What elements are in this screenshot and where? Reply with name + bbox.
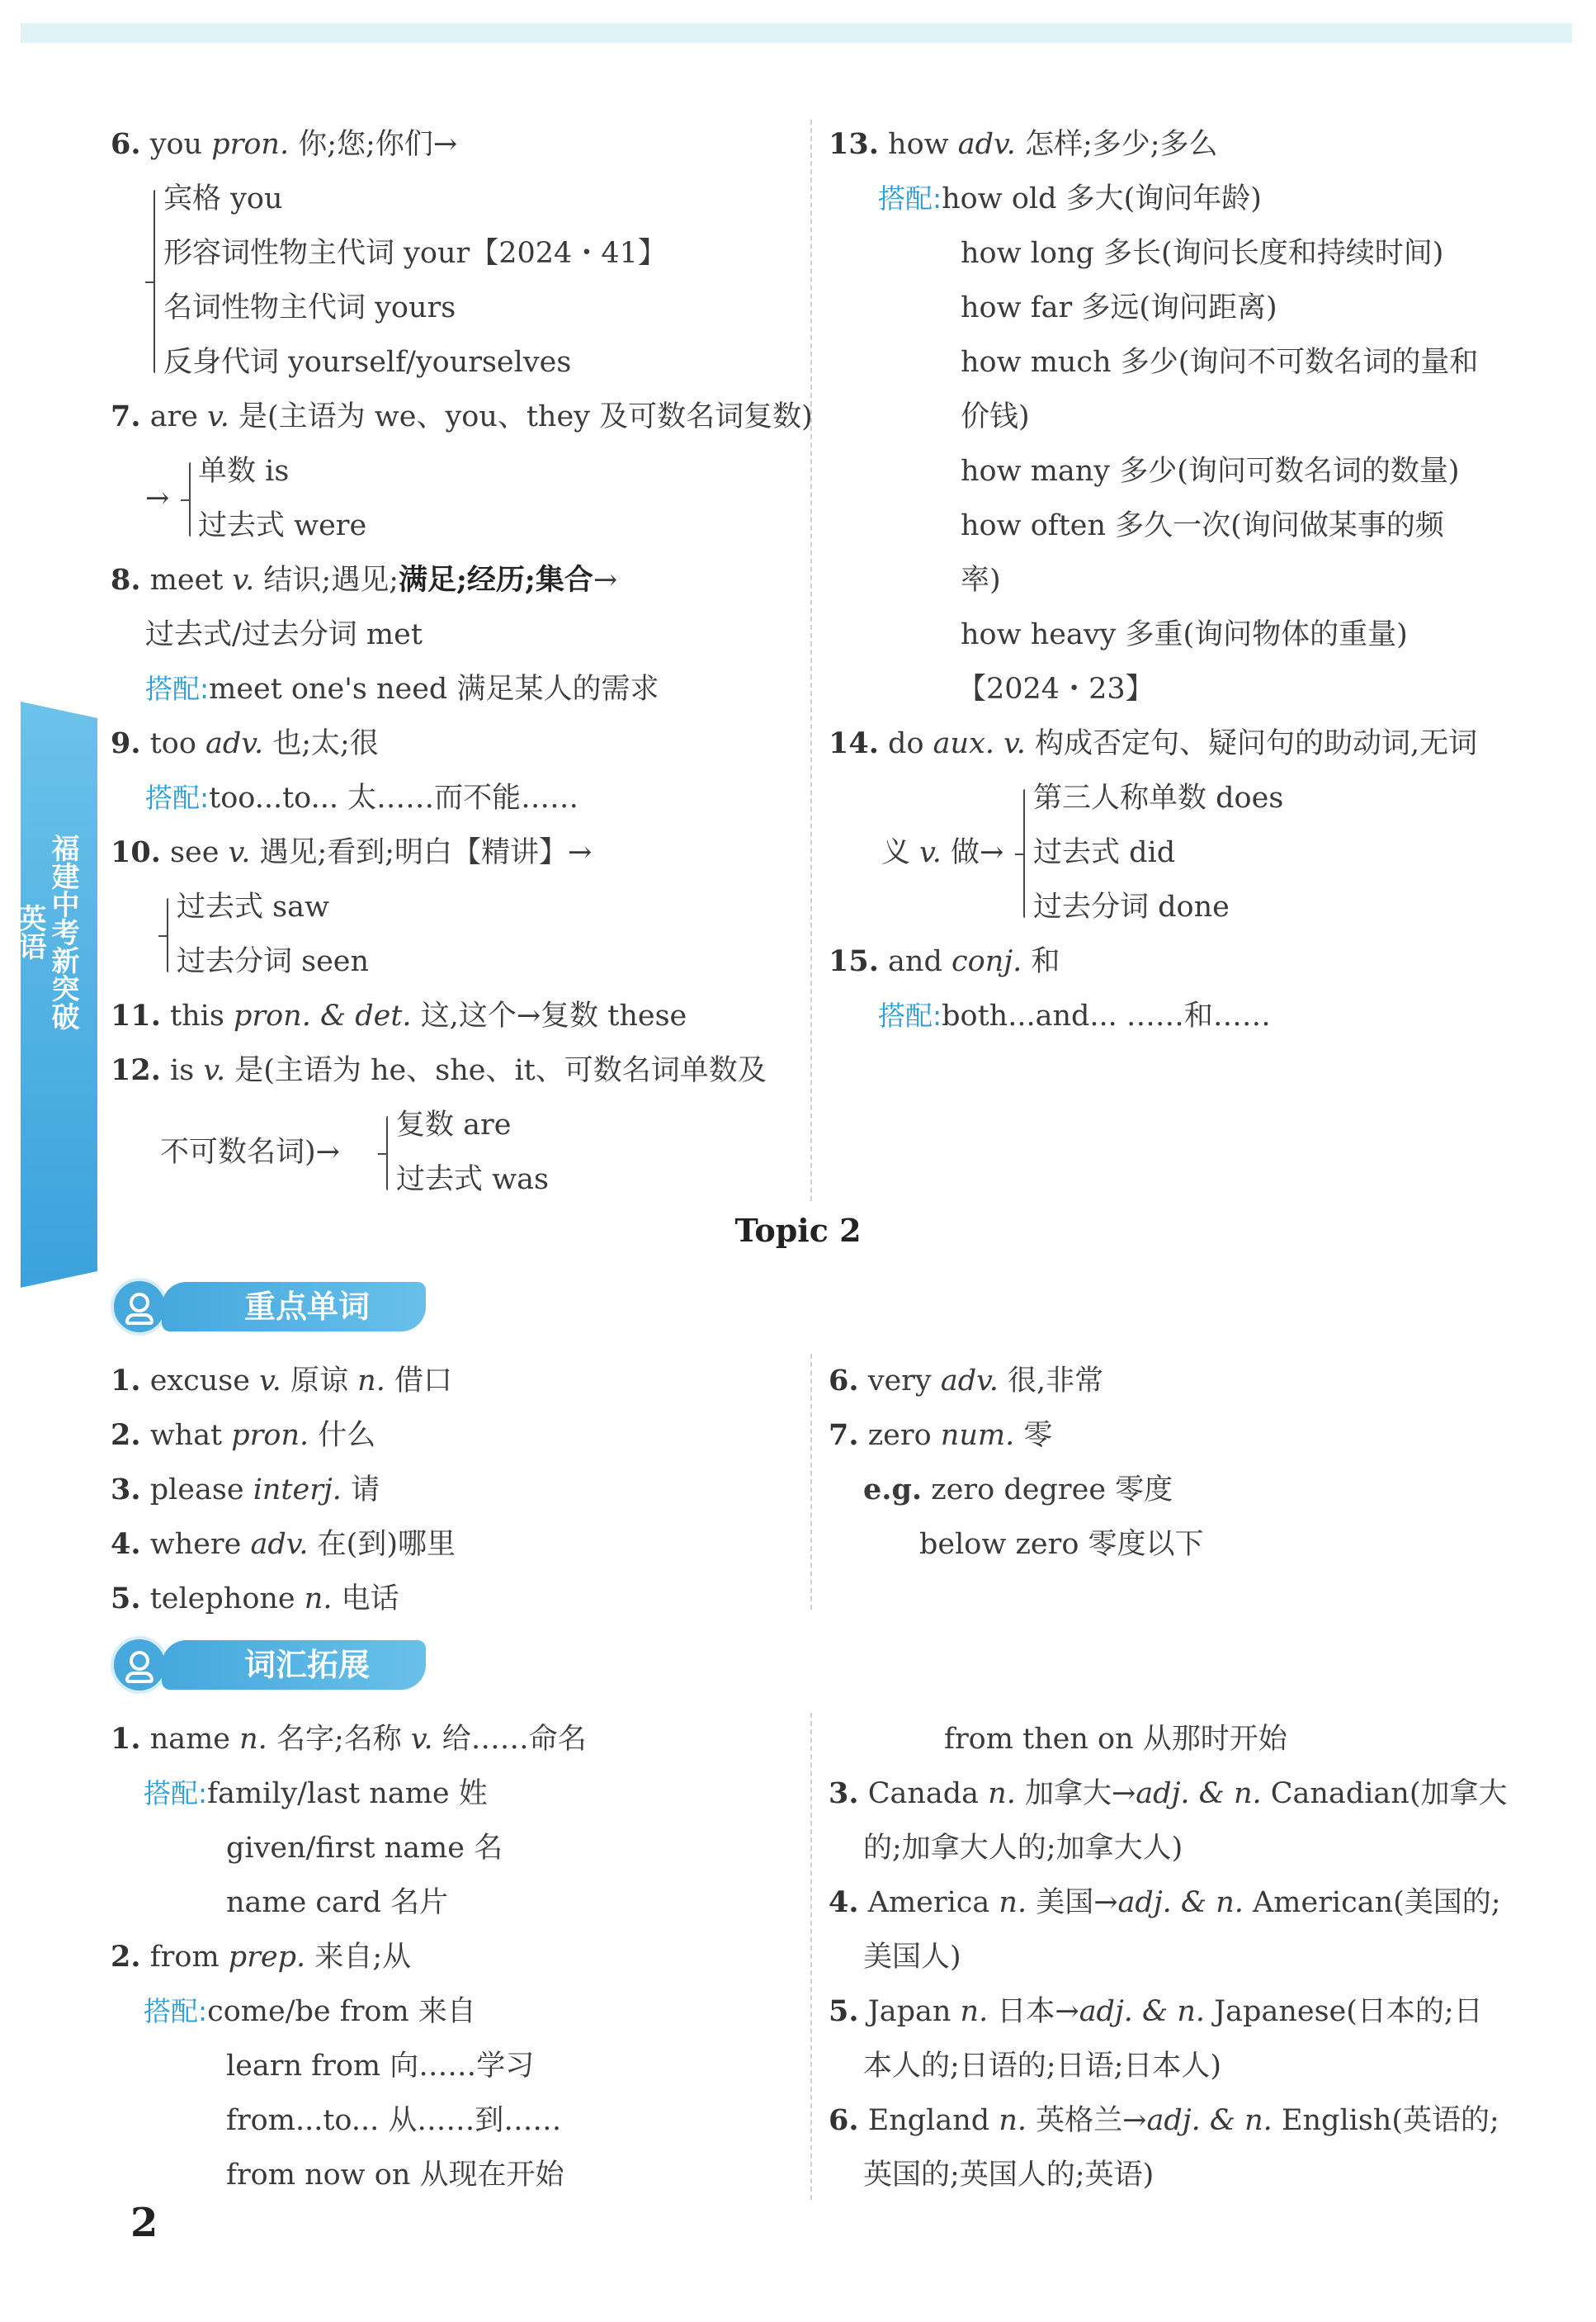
canada-line2: 的;加拿大人的;加拿大人) xyxy=(863,1832,1183,1865)
side-tab-text xyxy=(13,834,79,1030)
brace-are xyxy=(189,462,191,537)
how-collocation-7: how heavy 多重(询问物体的重量) xyxy=(961,618,1408,651)
column-divider-mid xyxy=(810,1354,812,1610)
kw-zero: 7. zero num. 零 xyxy=(829,1418,1053,1452)
kw-please: 3. please interj. 请 xyxy=(111,1473,380,1506)
vx-name: 1. name n. 名字;名称 v. 给……命名 xyxy=(111,1722,587,1756)
name-collocation-1: 搭配:family/last name 姓 xyxy=(144,1777,488,1810)
top-decor-band xyxy=(21,23,1572,43)
collocation-tag: 搭配: xyxy=(878,1000,942,1032)
zero-example-1: e.g. zero degree 零度 xyxy=(863,1473,1173,1506)
entry-see: 10. see v. 遇见;看到;明白【精讲】→ xyxy=(111,835,593,869)
side-tab-series: 福建中考新突破 xyxy=(46,834,79,1030)
how-collocation-6: how often 多久一次(询问做某事的频 xyxy=(961,509,1444,542)
collocation-tag: 搭配: xyxy=(145,782,210,814)
form-see-pp: 过去分词 seen xyxy=(177,945,370,978)
how-collocation-5: how many 多少(询问可数名词的数量) xyxy=(961,455,1460,488)
do-line2: 义 v. 做→ xyxy=(881,836,1004,869)
column-divider-bottom xyxy=(810,1713,812,2200)
collocation-tag: 搭配: xyxy=(144,1995,208,2027)
vx-japan: 5. Japan n. 日本→adj. & n. Japanese(日本的;日 xyxy=(829,1994,1483,2028)
vx-england: 6. England n. 英格兰→adj. & n. English(英语的; xyxy=(829,2103,1499,2137)
form-do-third: 第三人称单数 does xyxy=(1033,782,1284,815)
exam-ref: 【2024・41】 xyxy=(470,237,667,270)
kw-excuse: 1. excuse v. 原谅 n. 借口 xyxy=(111,1364,452,1397)
and-collocation: 搭配:both...and... ……和…… xyxy=(878,1000,1271,1033)
form-you-object: 宾格 you xyxy=(163,182,283,215)
kw-telephone: 5. telephone n. 电话 xyxy=(111,1582,399,1615)
zero-example-2: below zero 零度以下 xyxy=(919,1528,1204,1561)
how-collocation-4: how much 多少(询问不可数名词的量和 xyxy=(961,346,1479,379)
name-collocation-2: given/first name 名 xyxy=(226,1832,503,1865)
entry-too: 9. too adv. 也;太;很 xyxy=(111,726,379,760)
section-vocab-ext-label: 词汇拓展 xyxy=(162,1640,426,1690)
form-you-adj: 形容词性物主代词 your【2024・41】 xyxy=(163,237,667,270)
form-you-reflexive: 反身代词 yourself/yourselves xyxy=(163,346,572,379)
entry-this: 11. this pron. & det. 这,这个→复数 these xyxy=(111,999,687,1033)
from-collocation-2: learn from 向……学习 xyxy=(226,2050,535,2083)
form-see-past: 过去式 saw xyxy=(177,891,329,924)
too-collocation: 搭配:too...to... 太……而不能…… xyxy=(145,782,579,815)
meet-collocation: 搭配:meet one's need 满足某人的需求 xyxy=(145,673,659,706)
form-are-past: 过去式 were xyxy=(198,509,367,542)
is-line2: 不可数名词)→ xyxy=(160,1136,340,1169)
section-key-words-label: 重点单词 xyxy=(162,1282,426,1331)
entry-are: 7. are v. 是(主语为 we、you、they 及可数名词复数) xyxy=(111,400,813,433)
japan-line2: 本人的;日语的;日语;日本人) xyxy=(863,2050,1222,2083)
england-line2: 英国的;英国人的;英语) xyxy=(863,2159,1155,2192)
form-are-singular: 单数 is xyxy=(198,455,290,488)
name-collocation-3: name card 名片 xyxy=(226,1886,449,1919)
from-collocation-4: from now on 从现在开始 xyxy=(226,2159,564,2192)
side-tab-subject: 英语 xyxy=(13,904,46,960)
brace-do xyxy=(1023,789,1025,918)
entry-meet: 8. meet v. 结识;遇见;满足;经历;集合→ xyxy=(111,563,618,597)
how-collocation-1: 搭配:how old 多大(询问年龄) xyxy=(878,182,1262,215)
page-number: 2 xyxy=(130,2200,158,2246)
vx-america: 4. America n. 美国→adj. & n. American(美国的; xyxy=(829,1885,1501,1919)
column-divider-top xyxy=(810,120,812,1201)
brace-see xyxy=(167,898,168,972)
from-collocation-1: 搭配:come/be from 来自 xyxy=(144,1995,476,2028)
meet-past-forms: 过去式/过去分词 met xyxy=(145,618,423,651)
badge-icon xyxy=(111,1278,168,1336)
exam-ref: 【2024・23】 xyxy=(957,673,1155,706)
kw-what: 2. what pron. 什么 xyxy=(111,1418,376,1452)
badge-icon xyxy=(111,1636,168,1694)
topic-title: Topic 2 xyxy=(734,1212,862,1249)
how-collocation-3: how far 多远(询问距离) xyxy=(961,291,1277,324)
vx-canada: 3. Canada n. 加拿大→adj. & n. Canadian(加拿大 xyxy=(829,1776,1508,1810)
entry-and: 15. and conj. 和 xyxy=(829,944,1060,978)
form-is-plural: 复数 are xyxy=(396,1109,512,1142)
how-collocation-6b: 率) xyxy=(961,564,1001,597)
how-collocation-4b: 价钱) xyxy=(961,400,1030,433)
form-you-noun: 名词性物主代词 yours xyxy=(163,291,456,324)
how-collocation-2: how long 多长(询问长度和持续时间) xyxy=(961,237,1444,270)
from-collocation-3: from...to... 从……到…… xyxy=(226,2104,562,2137)
entry-how: 13. how adv. 怎样;多少;多么 xyxy=(829,127,1218,161)
collocation-tag: 搭配: xyxy=(144,1777,208,1809)
entry-do: 14. do aux. v. 构成否定句、疑问句的助动词,无词 xyxy=(829,726,1478,760)
brace-you xyxy=(153,190,155,373)
kw-where: 4. where adv. 在(到)哪里 xyxy=(111,1527,456,1561)
form-is-past: 过去式 was xyxy=(396,1163,549,1196)
entry-you: 6. you pron. 你;您;你们→ xyxy=(111,127,458,161)
collocation-tag: 搭配: xyxy=(878,182,942,215)
form-do-past: 过去式 did xyxy=(1033,836,1176,869)
brace-is xyxy=(386,1116,388,1190)
collocation-tag: 搭配: xyxy=(145,673,210,705)
america-line2: 美国人) xyxy=(863,1941,961,1974)
form-do-pp: 过去分词 done xyxy=(1033,891,1230,924)
kw-very: 6. very adv. 很,非常 xyxy=(829,1364,1104,1397)
arrow-are: → xyxy=(145,482,170,515)
vx-from: 2. from prep. 来自;从 xyxy=(111,1940,412,1974)
from-collocation-5: from then on 从那时开始 xyxy=(944,1723,1287,1756)
entry-is: 12. is v. 是(主语为 he、she、it、可数名词单数及 xyxy=(111,1053,767,1087)
